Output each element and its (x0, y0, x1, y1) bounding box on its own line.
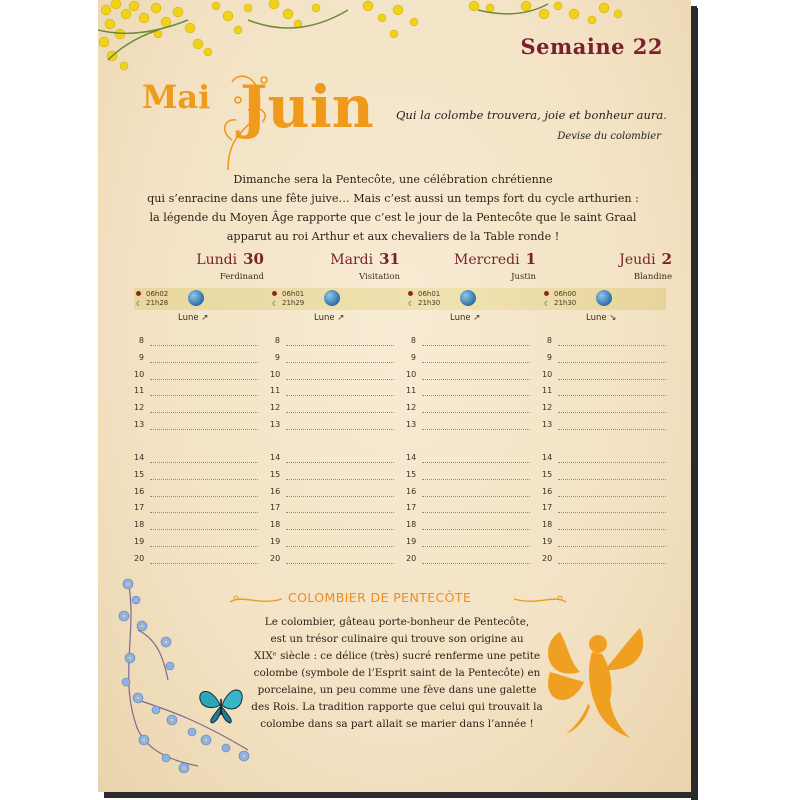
writing-line (150, 345, 258, 346)
hour-slot[interactable] (542, 487, 668, 499)
body-line: des Rois. La tradition rapporte que celui qui trouvait la (251, 701, 543, 713)
moon-direction-label: Lune ↗ (314, 313, 345, 323)
hour-slot[interactable] (270, 520, 396, 532)
writing-line (558, 529, 666, 530)
hour-label: 12 (134, 403, 145, 413)
hour-label: 8 (138, 336, 144, 345)
hour-slot[interactable] (406, 386, 532, 398)
hour-slot[interactable] (406, 503, 532, 515)
hour-label: 16 (134, 486, 145, 496)
hour-label: 18 (542, 520, 553, 530)
fairy-silhouette-icon (540, 622, 650, 742)
hour-label: 11 (270, 386, 281, 396)
day-header (404, 250, 536, 270)
hour-label: 10 (134, 369, 145, 379)
writing-line (150, 529, 258, 530)
writing-line (558, 362, 666, 363)
hour-label: 12 (270, 403, 281, 413)
writing-line (150, 429, 258, 430)
hour-label: 16 (270, 486, 281, 496)
sun-moon-cell (542, 288, 666, 310)
writing-line (422, 345, 530, 346)
sunset-time: 21h30 (554, 299, 577, 307)
moon-direction-label: Lune ↗ (450, 313, 481, 323)
sun-times (418, 290, 440, 308)
writing-line (150, 462, 258, 463)
hour-label: 17 (542, 503, 553, 513)
sunrise-time: 06h01 (418, 290, 441, 298)
hour-label: 11 (134, 386, 145, 396)
day-column-3 (404, 250, 536, 285)
writing-line (286, 345, 394, 346)
writing-line (558, 479, 666, 480)
forget-me-not-flowers-icon (108, 570, 258, 780)
sun-moon-cell (270, 288, 403, 310)
hour-label: 10 (542, 369, 553, 379)
hour-label: 9 (138, 352, 144, 362)
saint-name: Visitation (359, 272, 400, 282)
hour-label: 17 (270, 503, 281, 513)
sun-moon-cell (406, 288, 539, 310)
hour-slot[interactable] (542, 453, 668, 465)
quote-source: Devise du colombier (557, 131, 661, 142)
writing-line (150, 563, 258, 564)
hour-slot[interactable] (542, 353, 668, 365)
saint-name: Justin (511, 272, 536, 282)
hour-slot[interactable] (406, 470, 532, 482)
hour-slot[interactable] (270, 420, 396, 432)
sunrise-time: 06h01 (282, 290, 305, 298)
hour-slot[interactable] (406, 453, 532, 465)
sunrise-icon (544, 291, 549, 296)
writing-line (150, 379, 258, 380)
week-title: Semaine 22 (520, 34, 663, 59)
moon-phase-icon (324, 290, 340, 306)
day-name: Jeudi (619, 252, 656, 268)
sunrise-time: 06h00 (554, 290, 577, 298)
day-number: 30 (243, 250, 264, 268)
hour-slot[interactable] (406, 353, 532, 365)
hour-slot[interactable] (134, 453, 260, 465)
hour-label: 19 (406, 537, 417, 546)
hour-slot[interactable] (134, 336, 260, 348)
hour-label: 20 (406, 553, 417, 563)
hour-label: 16 (542, 486, 553, 496)
day-header (268, 250, 400, 270)
hour-slot[interactable] (542, 537, 668, 549)
hour-label: 15 (406, 469, 417, 479)
hour-label: 13 (134, 420, 145, 429)
hour-label: 9 (546, 352, 552, 362)
butterfly-icon (196, 685, 246, 725)
writing-line (286, 462, 394, 463)
moon-direction-label: Lune ↗ (178, 313, 209, 323)
hour-label: 10 (406, 369, 417, 379)
hour-slot[interactable] (134, 420, 260, 432)
moon-direction-label: Lune ↘ (586, 313, 617, 323)
hour-slot[interactable] (542, 470, 668, 482)
writing-line (286, 546, 394, 547)
hour-label: 12 (406, 403, 417, 413)
hour-label: 18 (134, 520, 145, 530)
hour-label: 19 (270, 537, 281, 546)
hour-label: 15 (134, 469, 145, 479)
writing-line (150, 512, 258, 513)
writing-line (286, 362, 394, 363)
day-column-1 (132, 250, 264, 285)
intro-paragraph (138, 170, 648, 246)
hour-slot[interactable] (134, 470, 260, 482)
hour-slot[interactable] (134, 353, 260, 365)
writing-line (286, 412, 394, 413)
hour-slot[interactable] (542, 554, 668, 566)
hour-label: 15 (542, 469, 553, 479)
writing-line (558, 496, 666, 497)
sun-moon-band (134, 288, 666, 310)
writing-line (150, 412, 258, 413)
writing-line (422, 362, 530, 363)
hour-slot[interactable] (270, 403, 396, 415)
hour-label: 11 (406, 386, 417, 396)
writing-line (422, 563, 530, 564)
hour-slot[interactable] (406, 336, 532, 348)
writing-line (286, 379, 394, 380)
sunset-icon: ☾ (272, 300, 279, 308)
saint-name: Blandine (633, 272, 672, 282)
saint-name: Ferdinand (219, 272, 264, 282)
day-header (540, 250, 672, 270)
hour-slot[interactable] (542, 370, 668, 382)
hour-label: 14 (270, 453, 281, 462)
body-line: colombe (symbole de l’Esprit saint de la Pentecôte) en (253, 667, 541, 679)
day-column-2 (268, 250, 400, 285)
page-shadow (691, 8, 698, 800)
body-line: porcelaine, un peu comme une fève dans une galette (257, 684, 537, 696)
day-name: Lundi (196, 252, 238, 268)
hour-slot[interactable] (406, 403, 532, 415)
hour-slot[interactable] (134, 503, 260, 515)
hour-label: 13 (270, 420, 281, 429)
writing-line (422, 462, 530, 463)
writing-line (558, 412, 666, 413)
hour-slot[interactable] (134, 520, 260, 532)
writing-line (286, 479, 394, 480)
hour-label: 20 (134, 553, 145, 563)
day-name: Mercredi (453, 252, 520, 268)
body-line: Le colombier, gâteau porte-bonheur de Pentecôte, (264, 616, 530, 628)
writing-line (150, 496, 258, 497)
moon-phase-icon (188, 290, 204, 306)
hour-slot[interactable] (134, 386, 260, 398)
hour-slot[interactable] (542, 503, 668, 515)
hour-label: 20 (270, 553, 281, 563)
writing-line (422, 429, 530, 430)
sunset-icon: ☾ (544, 300, 551, 308)
hour-label: 9 (410, 352, 416, 362)
flourish-right-icon (512, 592, 568, 606)
sunset-time: 21h28 (146, 299, 169, 307)
hour-label: 17 (406, 503, 417, 513)
hour-slot[interactable] (134, 537, 260, 549)
body-line: colombe dans sa part allait se marier dans l’année ! (260, 718, 534, 730)
writing-line (422, 496, 530, 497)
hour-slot[interactable] (134, 403, 260, 415)
writing-line (422, 546, 530, 547)
hour-slot[interactable] (542, 386, 668, 398)
hour-slot[interactable] (134, 370, 260, 382)
hour-label: 9 (274, 352, 280, 362)
writing-line (422, 479, 530, 480)
writing-line (422, 529, 530, 530)
writing-line (558, 462, 666, 463)
writing-line (150, 395, 258, 396)
writing-line (422, 379, 530, 380)
hour-slot[interactable] (134, 554, 260, 566)
writing-line (422, 395, 530, 396)
intro-line: apparut au roi Arthur et aux chevaliers de la Table ronde ! (226, 230, 560, 243)
hour-label: 18 (406, 520, 417, 530)
previous-month-label: Mai (142, 78, 211, 116)
hour-label: 14 (542, 453, 553, 462)
sunrise-time: 06h02 (146, 290, 169, 298)
writing-line (558, 379, 666, 380)
hour-slot[interactable] (270, 503, 396, 515)
section-body (238, 614, 556, 733)
writing-line (286, 512, 394, 513)
sunset-time: 21h29 (282, 299, 305, 307)
hour-label: 14 (134, 453, 145, 462)
hour-label: 10 (270, 369, 281, 379)
hour-slot[interactable] (270, 554, 396, 566)
hour-slot[interactable] (270, 453, 396, 465)
writing-line (558, 395, 666, 396)
hour-label: 8 (274, 336, 280, 345)
hour-label: 19 (542, 537, 553, 546)
hour-label: 16 (406, 486, 417, 496)
body-line: est un trésor culinaire qui trouve son origine au (270, 633, 524, 645)
hour-slot[interactable] (406, 537, 532, 549)
planner-page (98, 0, 691, 792)
quote-text: Qui la colombe trouvera, joie et bonheur aura. (396, 108, 667, 122)
hour-label: 8 (410, 336, 416, 345)
day-number: 31 (379, 250, 400, 268)
sun-moon-cell (134, 288, 267, 310)
hour-slot[interactable] (270, 487, 396, 499)
writing-line (558, 546, 666, 547)
hour-label: 13 (542, 420, 553, 429)
sunset-icon: ☾ (136, 300, 143, 308)
hour-label: 15 (270, 469, 281, 479)
intro-line: la légende du Moyen Âge rapporte que c’est le jour de la Pentecôte que le saint Graal (149, 211, 637, 224)
writing-line (422, 412, 530, 413)
writing-line (150, 362, 258, 363)
intro-line: qui s’enracine dans une fête juive… Mais c’est aussi un temps fort du cycle arthurien : (147, 192, 639, 205)
hour-label: 19 (134, 537, 145, 546)
hour-label: 13 (406, 420, 417, 429)
sunrise-icon (408, 291, 413, 296)
sunrise-icon (136, 291, 141, 296)
day-number: 1 (525, 250, 536, 268)
day-header (132, 250, 264, 270)
hour-slot[interactable] (406, 370, 532, 382)
sunset-time: 21h30 (418, 299, 441, 307)
hour-slot[interactable] (270, 386, 396, 398)
hour-slot[interactable] (406, 420, 532, 432)
body-line: XIXᵉ siècle : ce délice (très) sucré renferme une petite (253, 650, 541, 662)
hour-label: 17 (134, 503, 145, 513)
hour-label: 11 (542, 386, 553, 396)
moon-phase-icon (460, 290, 476, 306)
day-column-4 (540, 250, 672, 285)
hour-label: 8 (546, 336, 552, 345)
writing-line (558, 345, 666, 346)
hour-label: 18 (270, 520, 281, 530)
hour-slot[interactable] (542, 403, 668, 415)
writing-line (558, 429, 666, 430)
hour-slot[interactable] (406, 487, 532, 499)
hour-label: 12 (542, 403, 553, 413)
sun-times (282, 290, 304, 308)
sunset-icon: ☾ (408, 300, 415, 308)
writing-line (558, 512, 666, 513)
hour-slot[interactable] (270, 370, 396, 382)
hour-label: 20 (542, 553, 553, 563)
hour-slot[interactable] (542, 520, 668, 532)
day-number: 2 (661, 250, 672, 268)
sun-times (146, 290, 168, 308)
writing-line (422, 512, 530, 513)
hour-slot[interactable] (406, 554, 532, 566)
hour-slot[interactable] (542, 336, 668, 348)
sun-times (554, 290, 576, 308)
writing-line (150, 546, 258, 547)
intro-line: Dimanche sera la Pentecôte, une célébration chrétienne (233, 173, 553, 186)
hour-slot[interactable] (542, 420, 668, 432)
day-name: Mardi (330, 252, 374, 268)
current-month-title: Juin (240, 73, 374, 141)
writing-line (286, 529, 394, 530)
writing-line (286, 563, 394, 564)
sunrise-icon (272, 291, 277, 296)
hour-slot[interactable] (270, 353, 396, 365)
writing-line (286, 395, 394, 396)
hour-label: 14 (406, 453, 417, 462)
hour-slot[interactable] (406, 520, 532, 532)
hour-slot[interactable] (270, 470, 396, 482)
hour-slot[interactable] (270, 336, 396, 348)
hour-slot[interactable] (134, 487, 260, 499)
moon-phase-icon (596, 290, 612, 306)
writing-line (286, 496, 394, 497)
section-title: COLOMBIER DE PENTECÔTE (288, 590, 472, 605)
writing-line (558, 563, 666, 564)
hour-slot[interactable] (270, 537, 396, 549)
writing-line (150, 479, 258, 480)
writing-line (286, 429, 394, 430)
